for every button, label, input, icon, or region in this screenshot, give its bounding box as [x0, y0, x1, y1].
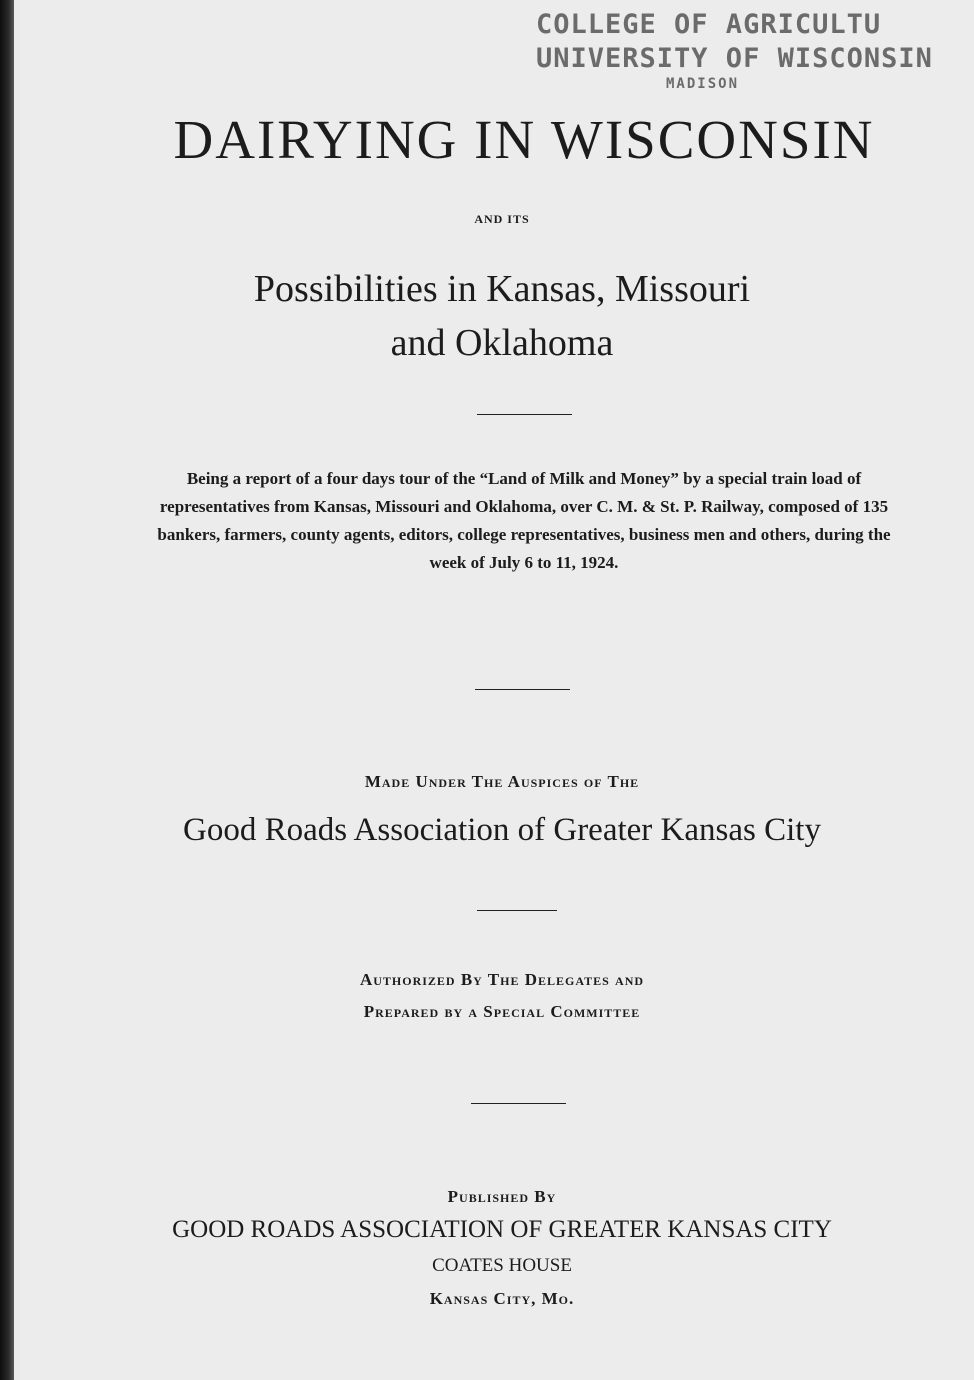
- divider-rule: [477, 414, 572, 415]
- publisher-city: Kansas City, Mo.: [429, 1289, 575, 1308]
- authorization-note: [22, 964, 974, 1028]
- authorization-line-1: Authorized By The Delegates and: [359, 970, 645, 989]
- book-binding: [0, 0, 14, 1380]
- report-description: Being a report of a four days tour of the “Land of Milk and Money” by a special train load of representatives from Kansas, Missouri and Oklahoma, over C. M. & St. P. Railway, composed of 135 bankers, farmers, county agents, editors, college representatives, business men and others, during the week of July 6 to 11, 1924.: [157, 469, 891, 572]
- subtitle: [22, 262, 974, 370]
- stamp-line-1: COLLEGE OF AGRICULTU: [536, 9, 882, 40]
- auspices-label: Made Under The Auspices of The: [364, 772, 640, 791]
- title-page: [14, 0, 974, 1380]
- divider-rule: [475, 689, 570, 690]
- divider-rule: [471, 1103, 566, 1104]
- page-title: DAIRYING IN WISCONSIN: [173, 109, 875, 170]
- authorization-line-2: Prepared by a Special Committee: [363, 1002, 641, 1021]
- subtitle-line-2: and Oklahoma: [390, 322, 614, 364]
- divider-rule: [477, 910, 557, 911]
- stamp-line-3: MADISON: [666, 76, 740, 92]
- association-name: Good Roads Association of Greater Kansas City: [183, 812, 821, 848]
- stamp-line-2: UNIVERSITY OF WISCONSIN: [536, 43, 933, 74]
- published-by-label: Published By: [447, 1187, 557, 1206]
- and-its-label: AND ITS: [474, 212, 530, 226]
- publisher-name: GOOD ROADS ASSOCIATION OF GREATER KANSAS CITY: [172, 1216, 832, 1243]
- publisher-address: COATES HOUSE: [432, 1255, 572, 1276]
- library-stamp: [536, 8, 936, 92]
- subtitle-line-1: Possibilities in Kansas, Missouri: [253, 268, 751, 310]
